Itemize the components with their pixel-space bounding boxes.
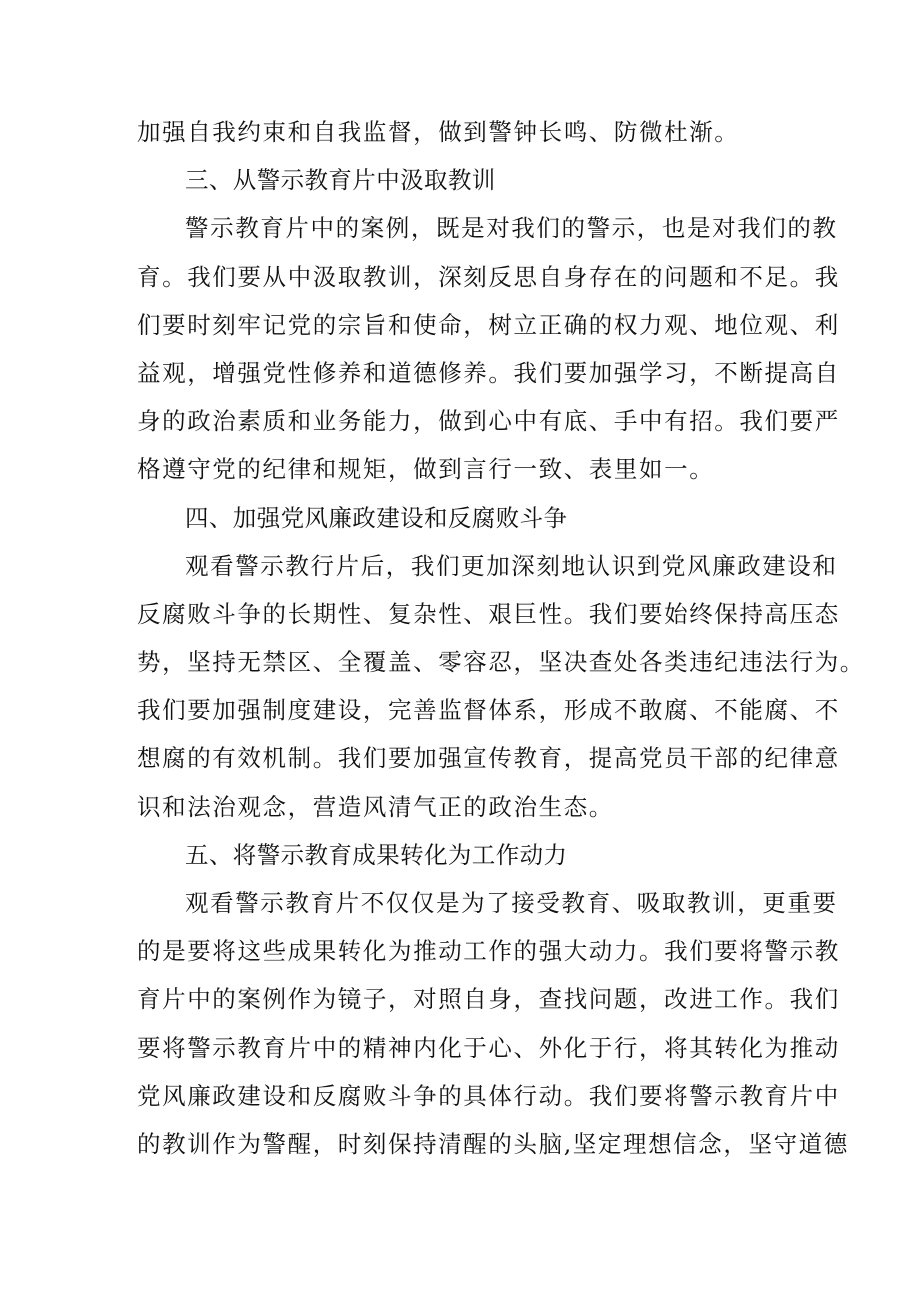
paragraph-line: 我们要加强制度建设，完善监督体系，形成不敢腐、不能腐、不 [137,696,840,725]
paragraph-line: 观看警示教育片不仅仅是为了接受教育、吸取教训，更重要 [185,889,838,917]
paragraph-line: 要将警示教育片中的精神内化于心、外化于行，将其转化为推动 [137,1033,840,1062]
paragraph-line: 育片中的案例作为镜子，对照自身，查找问题，改进工作。我们 [137,985,840,1014]
section-heading-4: 四、加强党风廉政建设和反腐败斗争 [185,503,568,532]
paragraph-line: 们要时刻牢记党的宗旨和使命，树立正确的权力观、地位观、利 [137,310,840,339]
paragraph-line: 加强自我约束和自我监督，做到警钟长鸣、防微杜渐。 [137,118,740,146]
paragraph-line: 身的政治素质和业务能力，做到心中有底、手中有招。我们要严 [137,407,840,436]
paragraph-line: 警示教育片中的案例，既是对我们的警示，也是对我们的教 [185,214,838,243]
paragraph-line: 益观，增强党性修养和道德修养。我们要加强学习，不断提高自 [137,358,840,387]
paragraph-line: 观看警示教行片后，我们更加深刻地认识到党风廉政建设和 [185,551,838,580]
document-body [137,108,865,1168]
paragraph-line: 势，坚持无禁区、全覆盖、零容忍，坚决查处各类违纪违法行为。 [137,648,865,677]
paragraph-line: 的是要将这些成果转化为推动工作的强大动力。我们要将警示教 [137,937,840,966]
section-heading-5: 五、将警示教育成果转化为工作动力 [185,840,568,869]
paragraph-line: 识和法治观念，营造风清气正的政治生态。 [137,792,614,821]
paragraph-line: 育。我们要从中汲取教训，深刻反思自身存在的问题和不足。我 [137,262,840,291]
paragraph-line: 想腐的有效机制。我们要加强宣传教育，提高党员干部的纪律意 [137,744,840,773]
paragraph-line: 党风廉政建设和反腐败斗争的具体行动。我们要将警示教育片中 [137,1081,840,1110]
paragraph-line: 的教训作为警醒，时刻保持清醒的头脑,坚定理想信念，坚守道德 [137,1129,849,1158]
paragraph-line: 反腐败斗争的长期性、复杂性、艰巨性。我们要始终保持高压态 [137,599,840,628]
section-heading-3: 三、从警示教育片中汲取教训 [185,166,496,195]
paragraph-line: 格遵守党的纪律和规矩，做到言行一致、表里如一。 [137,455,715,484]
